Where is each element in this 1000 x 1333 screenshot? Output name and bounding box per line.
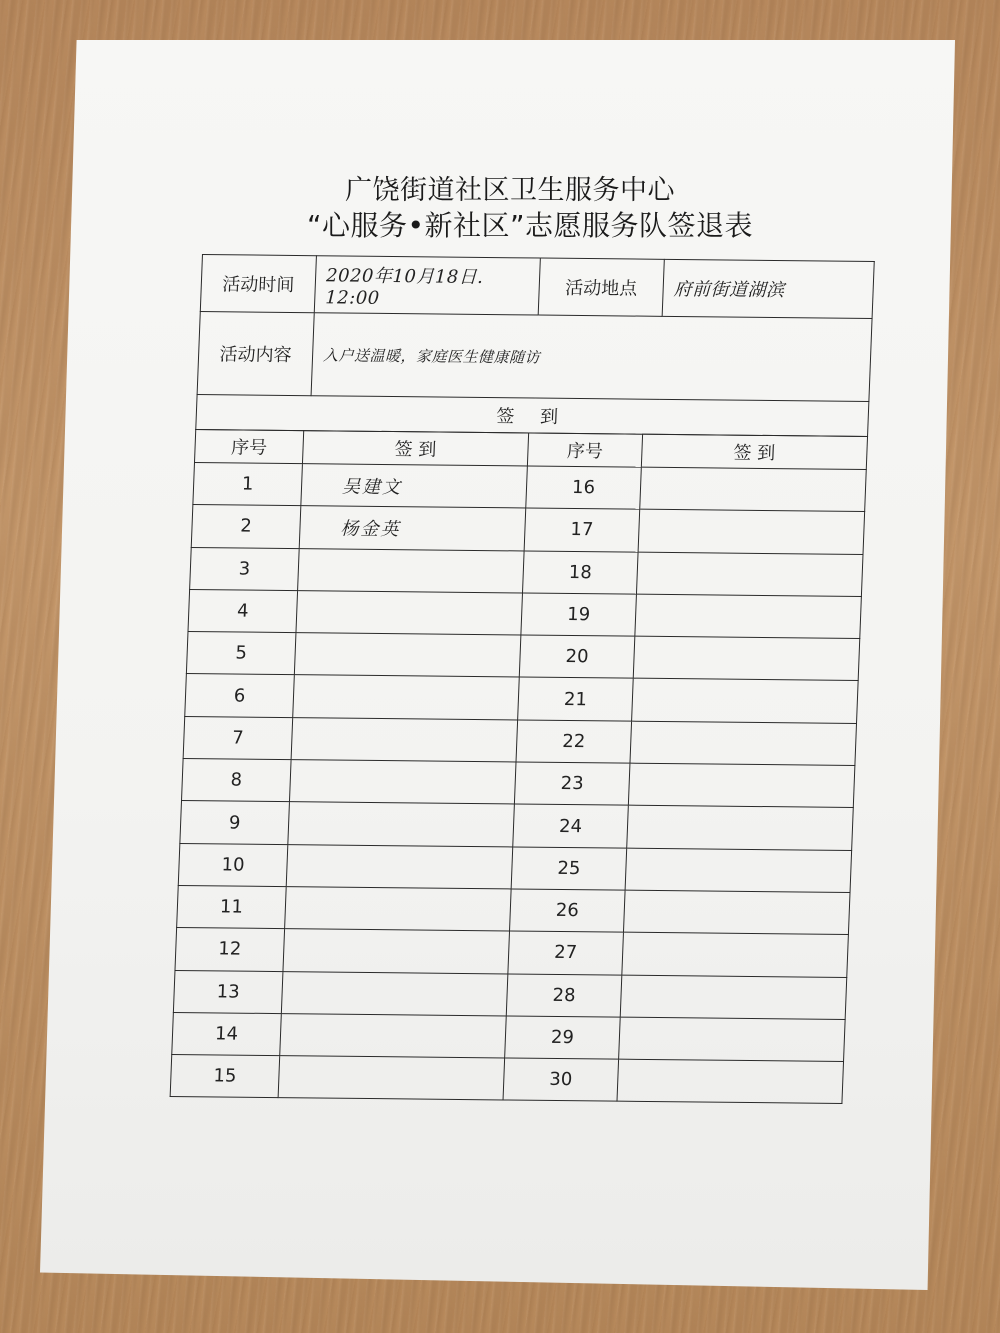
signature-cell xyxy=(296,591,523,636)
document-title: 广饶街道社区卫生服务中心 xyxy=(345,175,675,206)
signature-cell xyxy=(638,509,865,554)
seq-column-header: 序号 xyxy=(194,429,303,463)
signature-cell xyxy=(633,636,860,681)
row-number: 16 xyxy=(526,466,642,509)
row-number: 14 xyxy=(172,1012,282,1055)
row-number: 30 xyxy=(503,1058,619,1101)
signature-cell xyxy=(623,890,850,935)
table-row xyxy=(180,801,853,850)
row-number: 1 xyxy=(193,462,303,505)
signature-cell xyxy=(620,975,847,1020)
table-row xyxy=(185,674,858,723)
signature-cell xyxy=(294,633,521,678)
table-row xyxy=(181,759,854,808)
signature-cell xyxy=(285,887,512,932)
activity-content-value: 入户送温暖，家庭医生健康随访 xyxy=(311,313,872,402)
signin-section-title: 签 到 xyxy=(196,394,869,436)
signature-cell xyxy=(291,717,518,762)
signature-cell: 杨金英 xyxy=(299,506,526,551)
signature-cell xyxy=(288,802,515,847)
signature-cell xyxy=(640,467,867,512)
row-number: 17 xyxy=(524,508,640,551)
table-row xyxy=(193,462,866,511)
table-row xyxy=(188,589,861,638)
table-row xyxy=(190,547,863,596)
signature-cell xyxy=(632,679,859,724)
activity-content-label: 活动内容 xyxy=(197,312,314,396)
activity-place-label: 活动地点 xyxy=(538,258,664,316)
signature-cell xyxy=(278,1056,505,1101)
row-number: 11 xyxy=(177,885,287,928)
document-subtitle: “心服务•新社区”志愿服务队签退表 xyxy=(306,209,754,242)
table-row xyxy=(173,970,846,1019)
signature-cell xyxy=(636,552,863,597)
activity-info-table xyxy=(195,254,875,437)
signature-cell xyxy=(286,844,513,889)
table-row xyxy=(191,505,864,554)
table-row xyxy=(177,885,850,934)
signature-cell xyxy=(630,721,857,766)
table-row xyxy=(186,632,859,681)
row-number: 29 xyxy=(505,1016,621,1059)
signature-cell: 吴建文 xyxy=(301,464,528,509)
row-number: 4 xyxy=(188,589,298,632)
row-number: 5 xyxy=(186,632,296,675)
table-row xyxy=(175,928,848,977)
signature-cell xyxy=(619,1017,846,1062)
signature-cell xyxy=(627,806,854,851)
activity-time-label: 活动时间 xyxy=(200,255,316,313)
signature-cell xyxy=(280,1013,507,1058)
signature-cell xyxy=(298,548,525,593)
signature-cell xyxy=(283,929,510,974)
signature-cell xyxy=(617,1059,844,1104)
row-number: 22 xyxy=(516,720,632,763)
table-row xyxy=(170,1055,843,1104)
row-number: 6 xyxy=(185,674,295,717)
activity-place-value: 府前街道湖滨 xyxy=(662,259,874,318)
activity-time-value: 2020年10月18日. 12:00 xyxy=(314,256,540,315)
row-number: 28 xyxy=(506,974,622,1017)
row-number: 24 xyxy=(513,804,629,847)
row-number: 10 xyxy=(178,843,288,886)
table-row xyxy=(172,1012,845,1061)
sign-in-form xyxy=(169,254,874,1117)
row-number: 2 xyxy=(191,505,301,548)
table-row xyxy=(178,843,851,892)
row-number: 20 xyxy=(519,635,635,678)
signature-cell xyxy=(281,971,508,1016)
row-number: 23 xyxy=(514,762,630,805)
sign-column-header: 签 到 xyxy=(302,431,528,466)
row-number: 12 xyxy=(175,928,285,971)
signature-cell xyxy=(628,763,855,808)
seq-column-header: 序号 xyxy=(527,433,642,467)
row-number: 8 xyxy=(181,759,291,802)
row-number: 26 xyxy=(510,889,626,932)
row-number: 27 xyxy=(508,931,624,974)
row-number: 13 xyxy=(173,970,283,1013)
signature-cell xyxy=(289,760,516,805)
sign-column-header: 签 到 xyxy=(641,434,867,469)
signature-cell xyxy=(622,932,849,977)
row-number: 7 xyxy=(183,716,293,759)
signature-cell xyxy=(625,848,852,893)
row-number: 19 xyxy=(521,593,637,636)
signature-cell xyxy=(293,675,520,720)
row-number: 3 xyxy=(190,547,300,590)
row-number: 25 xyxy=(511,847,627,890)
row-number: 21 xyxy=(518,677,634,720)
table-row xyxy=(183,716,856,765)
signin-table xyxy=(170,429,868,1104)
signature-cell xyxy=(635,594,862,639)
row-number: 18 xyxy=(523,551,639,594)
row-number: 9 xyxy=(180,801,290,844)
row-number: 15 xyxy=(170,1055,280,1098)
